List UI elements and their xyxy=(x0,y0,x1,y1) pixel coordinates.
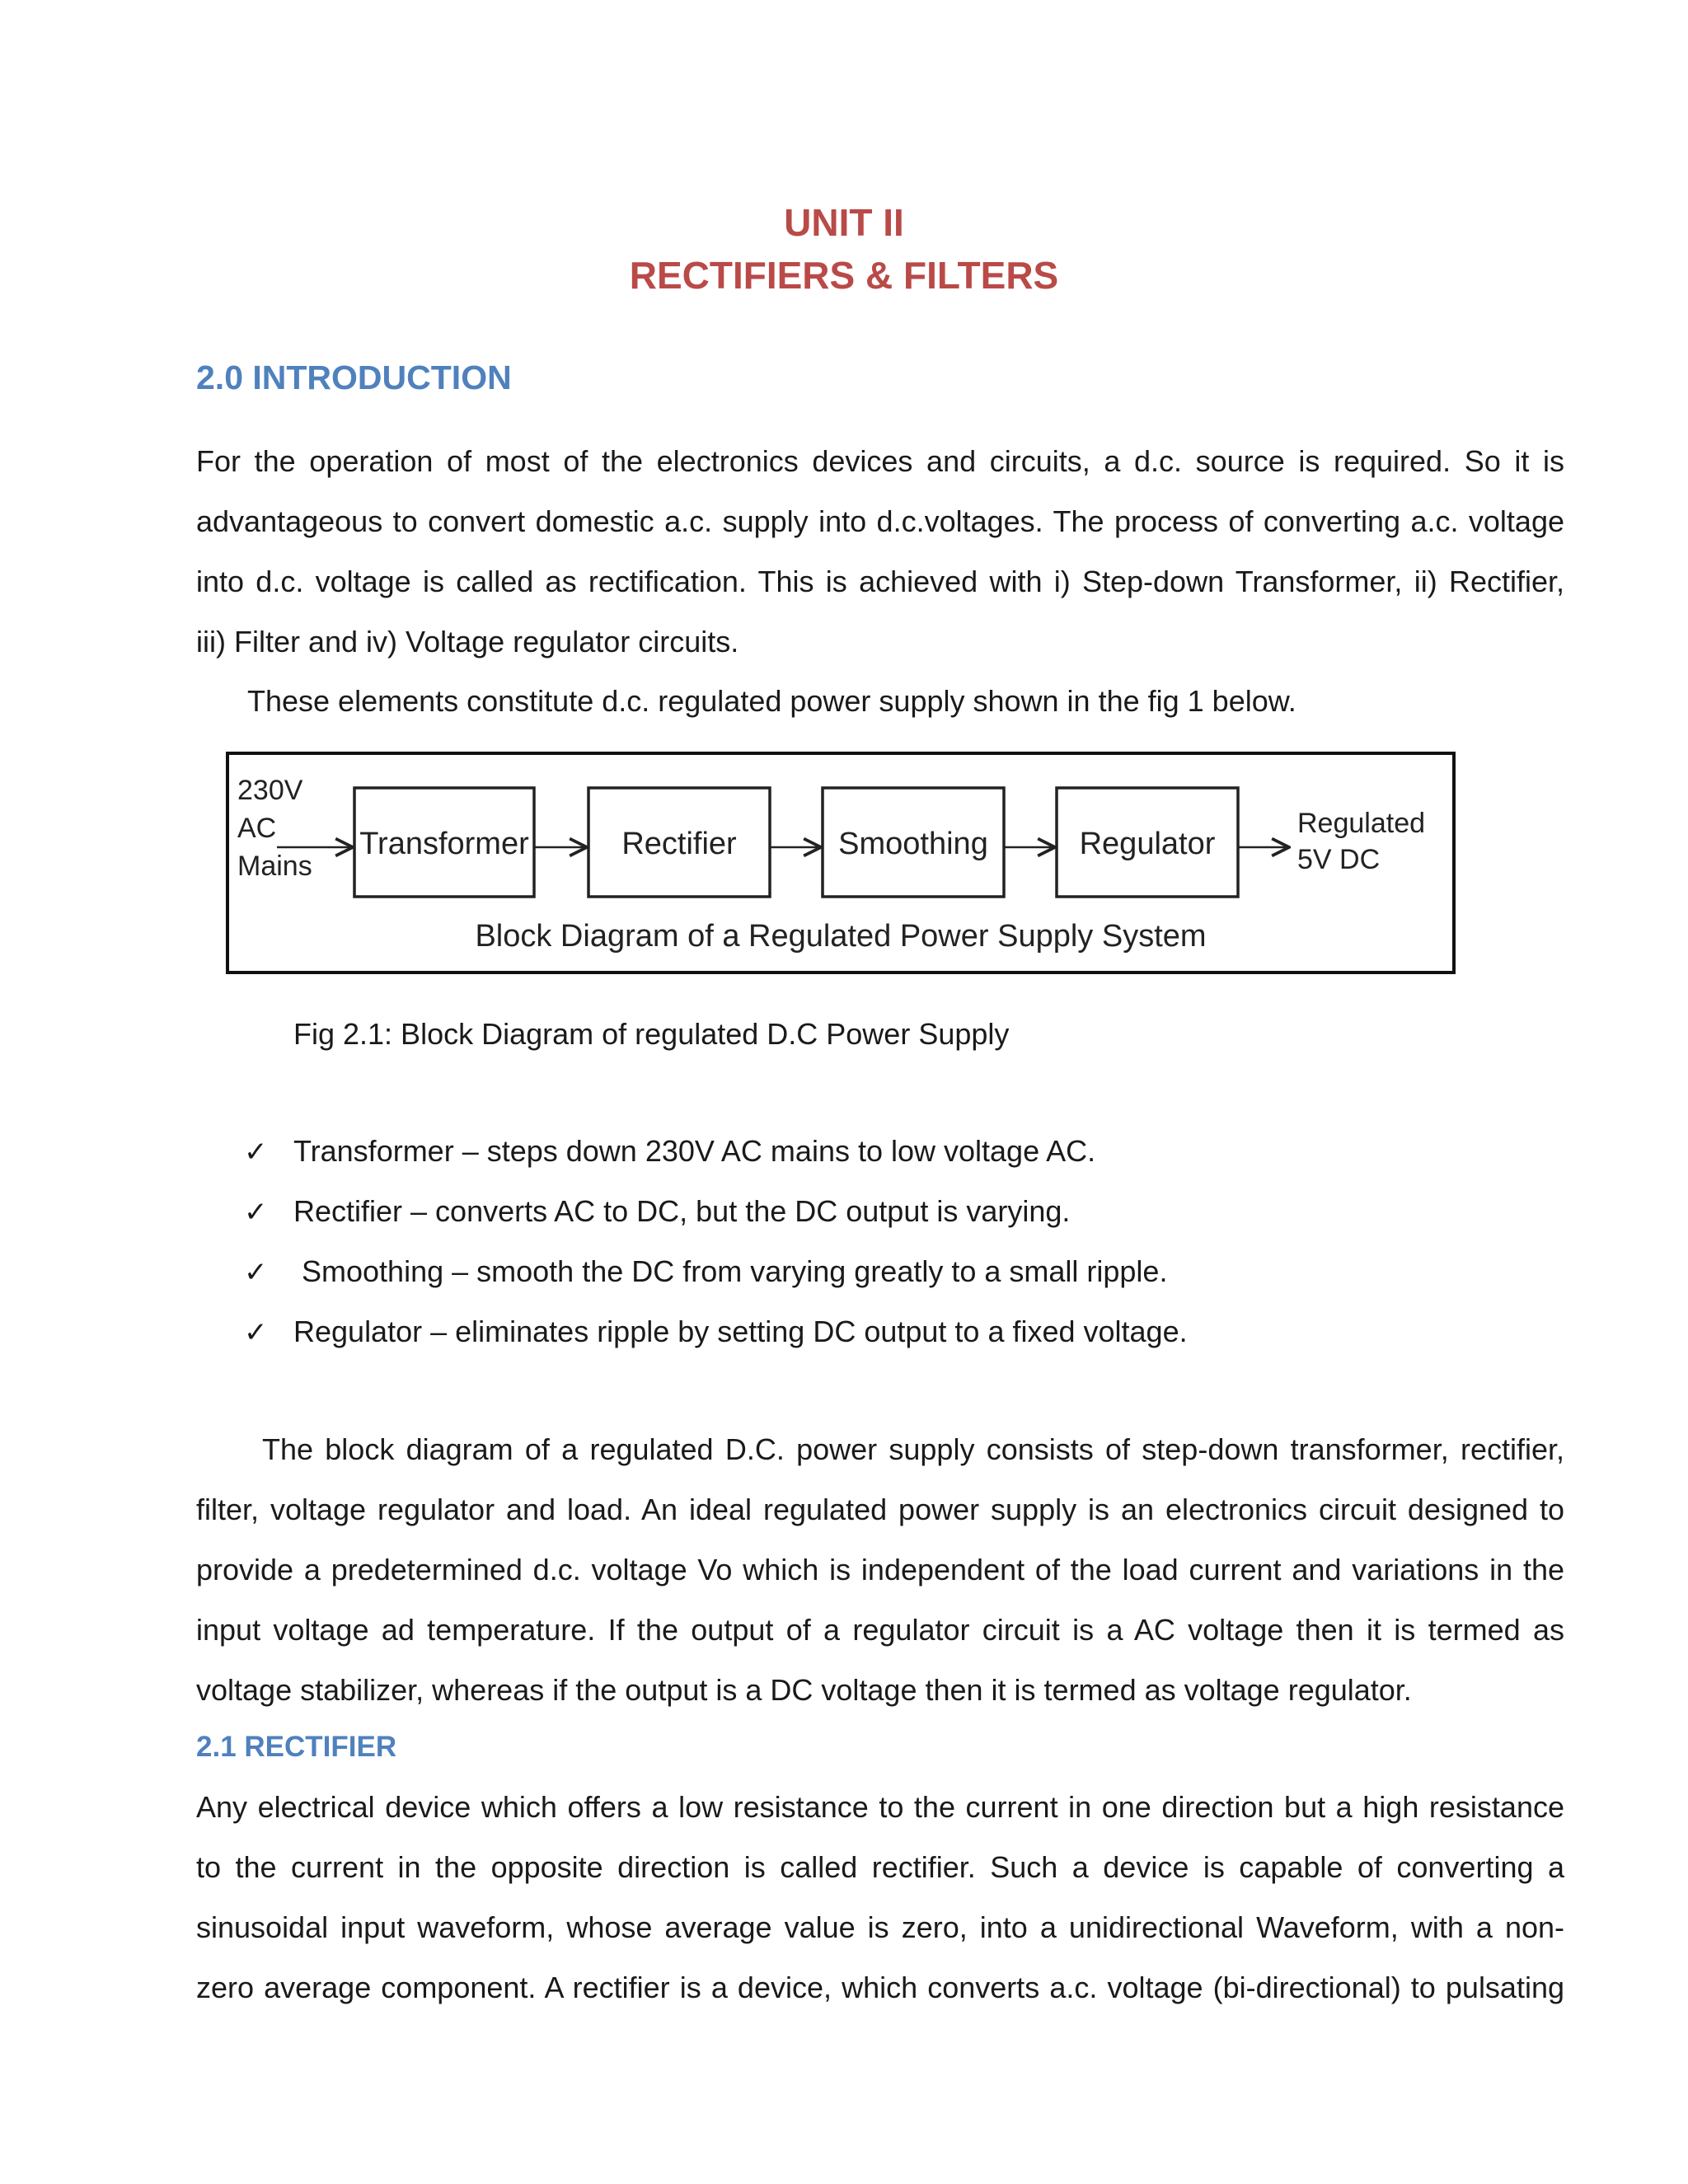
paragraph-line: The block diagram of a regulated D.C. power supply consists of step-down transformer, rectifier, xyxy=(262,1432,1564,1466)
list-item-text: Rectifier – converts AC to DC, but the DC output is varying. xyxy=(293,1194,1071,1228)
diagram-inner-title: Block Diagram of a Regulated Power Supply System xyxy=(475,919,1207,954)
paragraph-line: input voltage ad temperature. If the output of a regulator circuit is a AC voltage then it is termed as xyxy=(196,1613,1564,1647)
unit-title: UNIT II xyxy=(784,201,904,244)
checkmark-icon: ✓ xyxy=(244,1317,268,1348)
list-item-text: Transformer – steps down 230V AC mains to low voltage AC. xyxy=(293,1134,1096,1168)
list-item xyxy=(244,1121,1188,1181)
introduction-heading: 2.0 INTRODUCTION xyxy=(196,359,512,396)
output-label-line: Regulated xyxy=(1297,808,1426,839)
paragraph-line: filter, voltage regulator and load. An ideal regulated power supply is an electronics circuit designed to xyxy=(196,1493,1564,1526)
paragraph-line: provide a predetermined d.c. voltage Vo which is independent of the load current and variations in the xyxy=(196,1553,1564,1586)
introduction-paragraph xyxy=(196,431,1564,672)
paragraph-line: Any electrical device which offers a low resistance to the current in one direction but a high resistance xyxy=(196,1790,1564,1824)
rectifier-paragraph xyxy=(196,1777,1564,2018)
input-label-line: Mains xyxy=(237,851,312,882)
output-label-line: 5V DC xyxy=(1297,844,1381,875)
list-item xyxy=(244,1301,1188,1361)
bullet-list xyxy=(244,1121,1188,1361)
chapter-title: RECTIFIERS & FILTERS xyxy=(629,254,1059,297)
block-label-regulator: Regulator xyxy=(1079,827,1216,861)
paragraph-line: to the current in the opposite direction is called rectifier. Such a device is capable of converting a xyxy=(196,1850,1564,1884)
list-item xyxy=(244,1241,1188,1301)
list-item xyxy=(244,1181,1188,1241)
block-diagram xyxy=(226,752,1456,976)
paragraph-line: voltage stabilizer, whereas if the output is a DC voltage then it is termed as voltage regulator. xyxy=(196,1673,1412,1707)
paragraph-line: zero average component. A rectifier is a device, which converts a.c. voltage (bi-directional) to pulsating xyxy=(196,1971,1564,2004)
block-label-rectifier: Rectifier xyxy=(621,827,737,861)
checkmark-icon: ✓ xyxy=(244,1197,268,1228)
elements-sentence: These elements constitute d.c. regulated power supply shown in the fig 1 below. xyxy=(247,684,1296,718)
block-description-paragraph xyxy=(196,1419,1564,1720)
figure-caption: Fig 2.1: Block Diagram of regulated D.C Power Supply xyxy=(293,1017,1010,1051)
block-label-smoothing: Smoothing xyxy=(838,827,988,861)
input-label-line: AC xyxy=(237,813,277,844)
paragraph-line: into d.c. voltage is called as rectification. This is achieved with i) Step-down Transformer, ii) Rectifier, xyxy=(196,565,1564,598)
block-label-transformer: Transformer xyxy=(359,827,529,861)
paragraph-line: For the operation of most of the electronics devices and circuits, a d.c. source is required. So it is xyxy=(196,444,1564,478)
rectifier-heading: 2.1 RECTIFIER xyxy=(196,1731,397,1763)
checkmark-icon: ✓ xyxy=(244,1257,268,1288)
paragraph-line: iii) Filter and iv) Voltage regulator circuits. xyxy=(196,625,739,658)
paragraph-line: sinusoidal input waveform, whose average value is zero, into a unidirectional Waveform, with a non- xyxy=(196,1910,1564,1944)
input-label-line: 230V xyxy=(237,775,303,806)
paragraph-line: advantageous to convert domestic a.c. supply into d.c.voltages. The process of converting a.c. voltage xyxy=(196,504,1564,538)
checkmark-icon: ✓ xyxy=(244,1137,268,1168)
list-item-text: Regulator – eliminates ripple by setting DC output to a fixed voltage. xyxy=(293,1315,1188,1348)
list-item-text: Smoothing – smooth the DC from varying greatly to a small ripple. xyxy=(293,1254,1168,1288)
